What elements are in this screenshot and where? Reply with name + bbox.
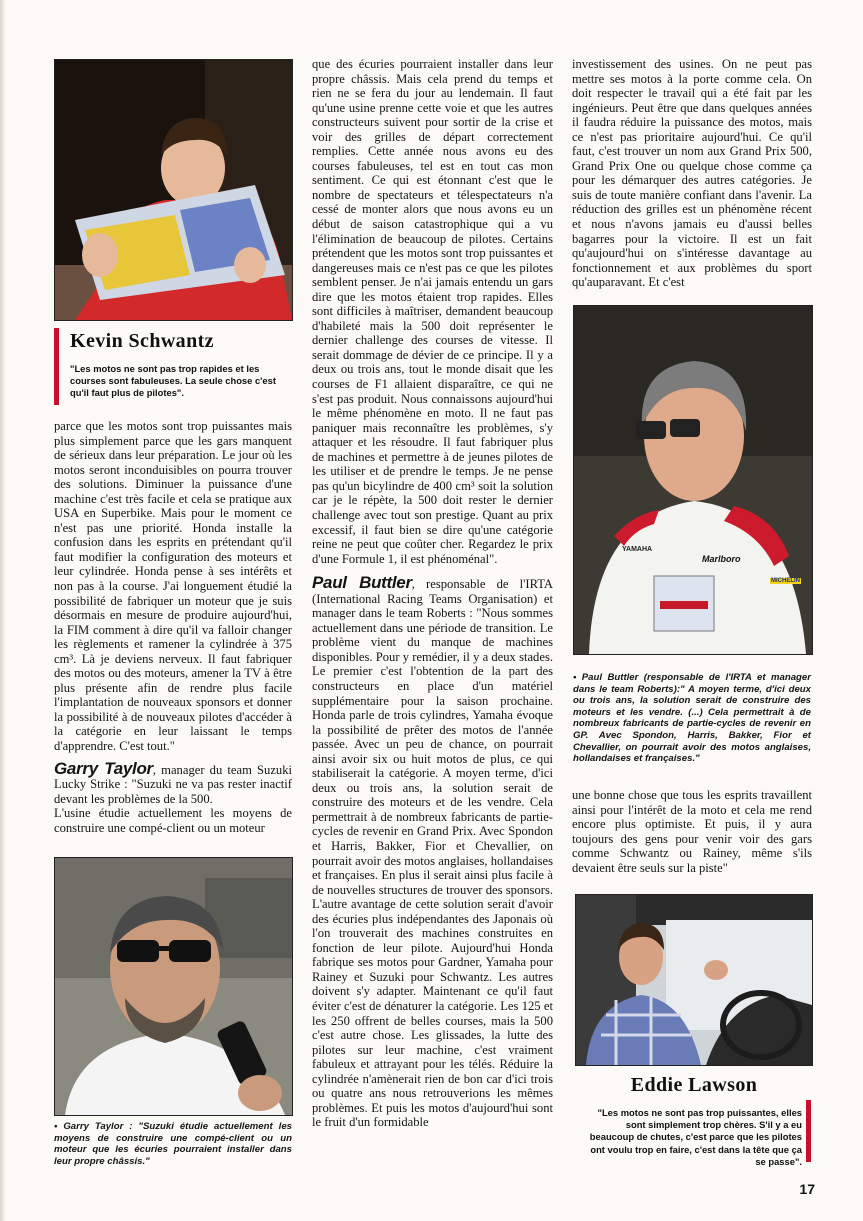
lawson-red-bar <box>806 1100 811 1162</box>
yamaha-badge: YAMAHA <box>622 546 653 553</box>
taylor-paragraph-2: L'usine étudie actuellement les moyens de construire une compé-client ou un moteur <box>54 806 292 835</box>
column-2-text <box>312 57 553 1130</box>
paul-buttler-photo <box>573 305 813 655</box>
column-2-paragraph: que des écuries pourraient installer dans leur propre châssis. Mais cela prend du temps et rien ne se fera du jour au lendemain. Il faut qu'une usine prenne cette voie et que les autres constructeurs suivent pour sortir de la crise et voir des grilles de départ correctement remplies. Cette année nous avons eu des courses fabuleuses, tel est en tout cas mon sentiment. Ce qui est étonnant c'est que le nombre de spectateurs et télespectateurs n'a cessé de monter alors que nous avons eu un début de saison catastrophique qui a vu l'élimination de beaucoup de pilotes. Certains prétendent que les motos sont trop puissantes et dangereuses mais ce n'est pas ce que les pilotes semblent penser. Je n'ai jamais entendu un gars dire que les motos étaient trop rapides. Elles sont difficiles à maîtriser, demandent beaucoup d'habileté mais la 500 doit représenter le dernier challenge des courses de vitesse. Il serait dommage de dévier de ce principe. Il y a deux ou trois ans, tout le monde disait que les courses de F1 allaient disparaître, ce qui ne s'est pas produit. Nous connaissons aujourd'hui le même phénomène en moto. Il ne faut pas paniquer mais reconnaître les problèmes, s'y attaquer et les résoudre. Il faut fabriquer plus de machines et permettre à de jeunes pilotes de les utiliser et de prendre le temps. Je ne pense pas qu'un bicylindre de 400 cm³ soit la solution car je le répète, la 500 doit rester le dernier challenge avec tout son prestige. Quant au prix excessif, il faut bien se dire qu'une catégorie reine ne peut que coûter cher. Regardez le prix d'une Formule 1, il est phénoménal". <box>312 57 553 566</box>
eddie-lawson-photo <box>575 894 813 1066</box>
paul-buttler-lead: Paul Buttler <box>312 573 412 593</box>
schwantz-red-bar <box>54 328 59 405</box>
buttler-paragraph <box>312 573 553 1130</box>
eddie-lawson-quote: "Les motos ne sont pas trop puissantes, elles sont simplement trop chères. S'il y a eu beaucoup de chutes, c'est parce que les pilotes ont voulu trop en faire, c'est dans la tête que ça se passe". <box>589 1107 802 1167</box>
michelin-badge: MICHELIN <box>771 578 800 584</box>
column-1-paragraph: parce que les motos sont trop puissantes mais plus simplement parce que les gars manquent de sérieux dans leur préparation. Le jour où les motos seront inconduisibles on pourra trouver des solutions. Diminuer la puissance d'une machine c'est très facile et cela se pratique aux USA en Superbike. Mais pour le moment ce n'est pas une priorité. Honda installe la confusion dans les esprits en prétendant qu'il faut modifier la configuration des moteurs et leur cylindrée. Honda pense à ses intérêts et non pas à la course. J'ai longuement étudié la possibilité de fabriquer un moteur que je suis désormais en mesure de produire aujourd'hui, la FIM comment à dire qu'il va falloir changer les règlements et ramener la cylindrée à 375 cm³. Là je deviens nerveux. Il faut fabriquer des motos ou des moteurs, amener la TV à être plus présente afin de rendre plus facile l'implantation de nouveaux sponsors et donner la possibilité à de nouveaux pilotes d'accéder à la catégorie en leur laissant le temps d'apprendre. C'est tout." <box>54 419 292 754</box>
marlboro-badge: Marlboro <box>702 554 741 564</box>
taylor-paragraph <box>54 758 292 807</box>
garry-taylor-caption: • Garry Taylor : "Suzuki étudie actuellement les moyens de construire une compé-client ou un moteur que les écuries pourraient installer dans leur propre châssis." <box>54 1121 292 1167</box>
garry-taylor-intro: , manager du team Suzuki Lucky Strike : "Suzuki ne va pas rester inactif devant les problèmes de la 500. <box>54 762 292 806</box>
page-number: 17 <box>799 1181 815 1197</box>
garry-taylor-lead: Garry Taylor <box>54 758 153 778</box>
column-3-paragraph: investissement des usines. On ne peut pas mettre ses motos à la porte comme cela. On doit respecter le travail qui a été fait par les ingénieurs. Peut être que dans quelques années il faudra réduire la puissance des motos, mais ce n'est pas prioritaire aujourd'hui. Ce qu'il faut, c'est trouver un nom aux Grand Prix 500, Grand Prix One ou quelque chose comme ça pour les démarquer des autres catégories. Je suis de toute manière confiant dans l'avenir. La réduction des grilles est un phénomène récent et nous n'avons jamais eu d'aussi belles bagarres pour la victoire. Il est un fait qu'aujourd'hui on s'intéresse davantage au fonctionnement et aux problèmes du sport qu'auparavant. Et c'est <box>572 57 812 290</box>
paul-buttler-caption: • Paul Buttler (responsable de l'IRTA et manager dans le team Roberts):" A moyen terme, d'ici deux ou trois ans, la solution serait de construire des moteurs et les vendre. (...) Cela permettrait à de nombreux fabricants de partie-cycles de revenir en GP. Avec Spondon, Harris, Bakker, Fior et Chevallier, on pourrait avoir des motos anglaises, hollandaises et françaises." <box>573 672 811 765</box>
garry-taylor-photo <box>54 857 293 1116</box>
column-3-text-top <box>572 57 812 290</box>
column-1-text <box>54 419 292 835</box>
eddie-lawson-box <box>586 1074 802 1168</box>
kevin-schwantz-photo <box>54 59 293 321</box>
column-3-text-bottom <box>572 788 812 875</box>
eddie-lawson-name: Eddie Lawson <box>630 1074 758 1096</box>
column-3-paragraph-2: une bonne chose que tous les esprits travaillent ainsi pour l'intérêt de la moto et cela me rend encore plus optimiste. Et puis, il y aura toujours des gens pour venir voir des gars comme Schwantz ou Rainey, même s'ils devaient être seuls sur la piste" <box>572 788 812 875</box>
kevin-schwantz-name: Kevin Schwantz <box>70 330 214 352</box>
paul-buttler-text: , responsable de l'IRTA (International Racing Teams Organisation) et manager dans le team Roberts : "Nous sommes actuellement dans une période de transition. Le problème vient du manque de machines disponibles. Pour y remédier, il y a deux stades. Le premier c'est l'obtention de la part des constructeurs en place d'un matériel supplémentaire pour la saison prochaine. Honda parle de trois cylindres, Yamaha évoque la possibilité de prêter des motos de l'année passée. Avec un peu de chance, on pourrait ainsi avoir six ou huit motos de plus, ce qui stabiliserait la catégorie. A moyen terme, d'ici deux ou trois ans, la solution serait de construire des moteurs et de les vendre. Cela permettrait à de nombreux fabricants de partie-cycles de revenir en Grand Prix. Avec Spondon et Harris, Bakker, Fior et Chevallier, on pourrait avoir des motos anglaises, hollandaises et françaises. En plus il serait ainsi plus facile à de nouvelles structures de trouver des sponsors. L'autre avantage de cette solution serait d'avoir des écuries plus indépendantes des Japonais où l'on trouverait des machines construites en fonction de leur pilote. Aujourd'hui Honda fabrique ses motos pour Gardner, Yamaha pour Rainey et Suzuki pour Schwantz. Les autres doivent s'y adapter. Maintenant ce qu'il faut éviter c'est de dénaturer la catégorie. Les 125 et les 250 offrent de belles courses, mais la 500 c'est autre chose. Les glissades, la lutte des pilotes sur leur machine, c'est vraiment fabuleux et attrayant pour les télés. Réduire la cylindrée n'amènerait rien de bon car d'ici trois ou quatre ans nous retrouverions les mêmes problèmes. Et puis les motos d'aujourd'hui sont le fruit d'un formidable <box>312 577 553 1130</box>
kevin-schwantz-quote: "Les motos ne sont pas trop rapides et les courses sont fabuleuses. La seule chose c'est qu'il faut plus de pilotes". <box>70 363 276 399</box>
page-gutter-shadow <box>0 0 6 1221</box>
